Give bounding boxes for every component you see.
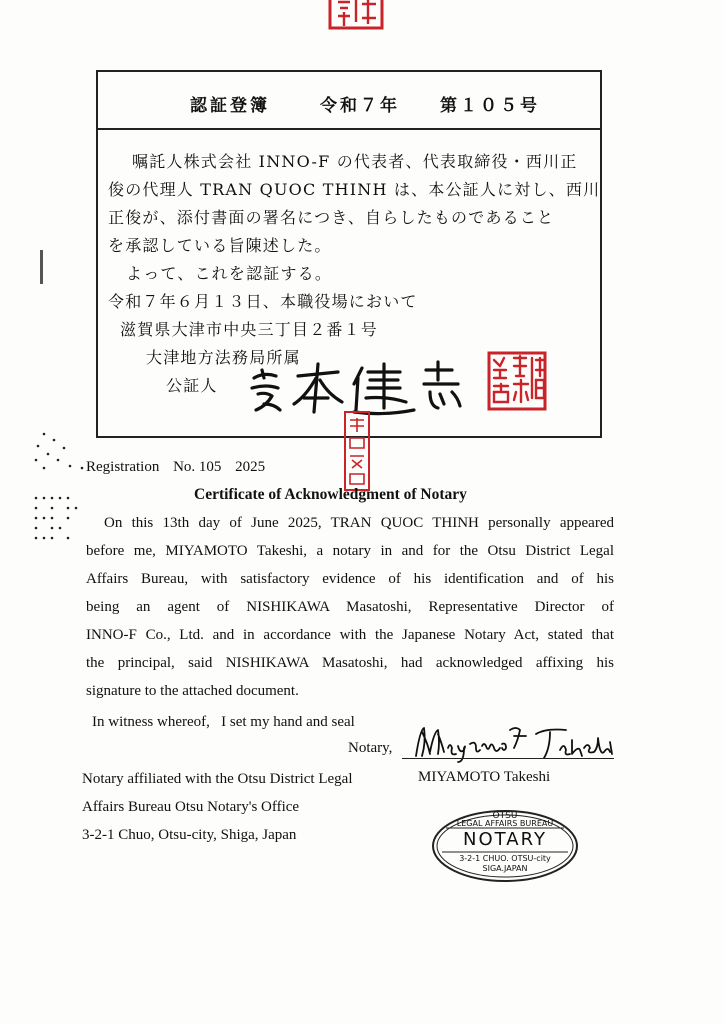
stamp-line-country: SIGA.JAPAN	[482, 864, 528, 873]
register-number: 第１０５号	[440, 96, 540, 116]
certificate-header	[98, 72, 600, 130]
en-body-line: On this 13th day of June 2025, TRAN QUOC THINH personally appeared	[104, 515, 614, 531]
en-body-line: Affairs Bureau, with satisfactory evidence of his identification and of his	[86, 571, 614, 587]
en-body-line: the principal, said NISHIKAWA Masatoshi, had acknowledged affixing his	[86, 655, 614, 671]
stamp-line-notary: NOTARY	[463, 829, 547, 850]
en-body-line: INNO-F Co., Ltd. and in accordance with the Japanese Notary Act, stated that	[86, 627, 614, 643]
registration-line	[86, 459, 265, 476]
notary-oval-stamp	[430, 808, 580, 884]
jp-notary-label: 公証人	[166, 376, 218, 395]
notary-label: Notary,	[348, 740, 393, 756]
jp-body-line: を承認している旨陳述した。	[108, 236, 332, 255]
registration-year: 2025	[235, 459, 266, 475]
jp-body-line: 俊の代理人 TRAN QUOC THINH は、本公証人に対し、西川	[108, 180, 601, 199]
en-body-line: being an agent of NISHIKAWA Masatoshi, Representative Director of	[86, 599, 614, 615]
partial-seal-top	[326, 0, 386, 32]
japanese-signature	[240, 358, 480, 418]
margin-mark	[40, 250, 43, 284]
certificate-title: Certificate of Acknowledgment of Notary	[194, 486, 467, 503]
notary-name: MIYAMOTO Takeshi	[418, 769, 551, 785]
office-line: 3-2-1 Chuo, Otsu-city, Shiga, Japan	[82, 827, 297, 843]
register-era: 令和７年	[320, 96, 400, 116]
stamp-line-otsu: OTSU	[492, 811, 518, 821]
en-body-line: signature to the attached document.	[86, 683, 299, 699]
perforation-dots	[30, 428, 92, 548]
stamp-line-bureau: LEGAL AFFAIRS BUREAU	[456, 819, 554, 828]
red-seal-vertical	[342, 410, 372, 492]
en-body-line: before me, MIYAMOTO Takeshi, a notary in and for the Otsu District Legal	[86, 543, 614, 559]
jp-date-line: 令和７年６月１３日、本職役場において	[108, 292, 418, 311]
jp-affiliation-line: 大津地方法務局所属	[146, 348, 301, 367]
jp-body-line: 正俊が、添付書面の署名につき、自らしたものであること	[108, 208, 555, 227]
english-signature	[410, 722, 624, 766]
jp-address-line: 滋賀県大津市中央三丁目２番１号	[120, 320, 379, 339]
registration-label: Registration	[86, 459, 160, 475]
jp-body-line: 嘱託人株式会社 INNO-F の代表者、代表取締役・西川正	[132, 152, 578, 171]
office-line: Affairs Bureau Otsu Notary's Office	[82, 799, 300, 815]
jp-body-line: よって、これを認証する。	[126, 264, 333, 283]
signature-line	[402, 758, 614, 759]
notary-red-seal	[486, 350, 548, 412]
registration-number: No. 105	[173, 459, 222, 475]
register-title: 認証登簿	[190, 96, 270, 116]
witness-line: In witness whereof, I set my hand and seal	[92, 714, 355, 730]
stamp-line-address: 3-2-1 CHUO. OTSU-city	[459, 854, 551, 863]
office-line: Notary affiliated with the Otsu District Legal	[82, 771, 353, 787]
